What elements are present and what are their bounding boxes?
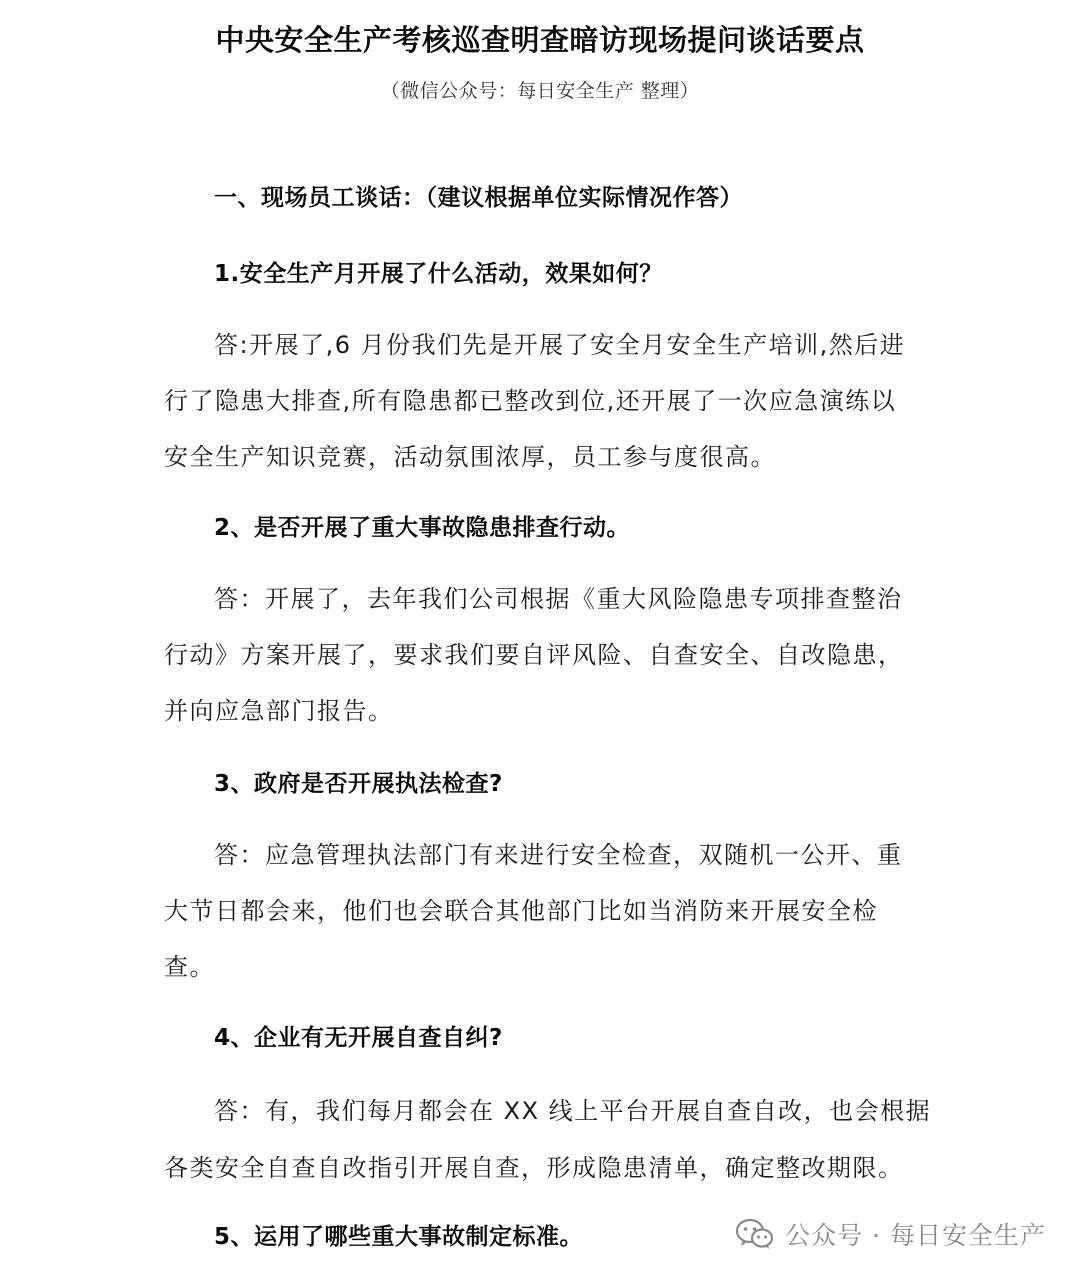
answer-line: 答：应急管理执法部门有来进行安全检查，双随机一公开、重	[214, 841, 903, 869]
section-heading: 一、现场员工谈话：（建议根据单位实际情况作答）	[214, 185, 743, 211]
answer-line: 大节日都会来，他们也会联合其他部门比如当消防来开展安全检	[164, 897, 878, 925]
answer-line: 答：有，我们每月都会在 XX 线上平台开展自查自改，也会根据	[214, 1097, 932, 1125]
question-title: 5、运用了哪些重大事故制定标准。	[214, 1224, 584, 1250]
answer-line: 各类安全自查自改指引开展自查，形成隐患清单，确定整改期限。	[164, 1154, 904, 1182]
question-title: 2、是否开展了重大事故隐患排查行动。	[214, 515, 631, 541]
question-title: 3、政府是否开展执法检查?	[214, 771, 503, 797]
answer-line: 安全生产知识竞赛，活动氛围浓厚，员工参与度很高。	[164, 443, 776, 471]
wechat-icon	[735, 1217, 775, 1251]
answer-line: 并向应急部门报告。	[164, 697, 394, 725]
question-title: 4、企业有无开展自查自纠?	[214, 1025, 503, 1051]
document-subtitle: （微信公众号：每日安全生产 整理）	[380, 80, 700, 102]
watermark-text: 公众号 · 每日安全生产	[785, 1221, 1046, 1250]
answer-line: 行了隐患大排查,所有隐患都已整改到位,还开展了一次应急演练以	[164, 387, 897, 415]
wechat-watermark	[731, 1212, 1050, 1256]
answer-line: 查。	[164, 953, 215, 981]
question-title: 1.安全生产月开展了什么活动，效果如何？	[214, 261, 663, 287]
answer-line: 行动》方案开展了，要求我们要自评风险、自查安全、自改隐患，	[164, 641, 904, 669]
answer-line: 答:开展了,6 月份我们先是开展了安全月安全生产培训,然后进	[214, 331, 906, 359]
answer-line: 答：开展了，去年我们公司根据《重大风险隐患专项排查整治	[214, 585, 903, 613]
document-title: 中央安全生产考核巡查明查暗访现场提问谈话要点	[215, 23, 865, 57]
